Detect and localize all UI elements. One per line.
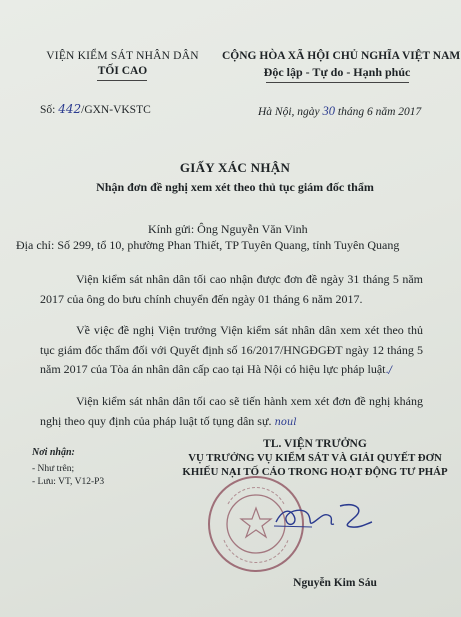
- issuing-org-line1: VIỆN KIỂM SÁT NHÂN DÂN: [46, 50, 199, 62]
- document-title: GIẤY XÁC NHẬN: [179, 160, 291, 175]
- doc-number-prefix: Số:: [40, 104, 59, 116]
- org-underline: [97, 80, 147, 81]
- handwritten-signature: [268, 496, 378, 536]
- date-before: Hà Nội, ngày: [258, 106, 323, 118]
- body-paragraph-2-text: Về việc đề nghị Viện trưởng Viện kiểm sát nhân dân xem xét theo thủ tục giám đốc thẩm đối với Quyết định số 16/2017/HNGĐGĐT ngày 12 tháng 5 năm 2017 của Tòa án nhân dân cấp cao tại Hà Nội có hiệu lực pháp luật: [40, 323, 423, 376]
- recipient: Kính gửi: Ông Nguyễn Văn Vinh: [148, 222, 308, 236]
- motto-underline: [266, 82, 409, 83]
- body-paragraph-3: [40, 392, 423, 432]
- recipients-item: - Lưu: VT, V12-P3: [32, 477, 105, 487]
- signature-title-line2: KHIẾU NẠI TỐ CÁO TRONG HOẠT ĐỘNG TƯ PHÁP: [182, 466, 448, 478]
- body-paragraph-2: [40, 321, 423, 381]
- date-after: tháng 6 năm 2017: [335, 106, 422, 118]
- body-paragraph-3-text: Viện kiểm sát nhân dân tối cao sẽ tiến hành xem xét đơn đề nghị kháng nghị theo quy định của pháp luật tố tụng dân sự.: [40, 394, 423, 428]
- issuing-org-line2: TỐI CAO: [97, 65, 148, 77]
- doc-number-suffix: /GXN-VKSTC: [81, 104, 151, 116]
- body-paragraph-1: Viện kiểm sát nhân dân tối cao nhận được đơn đề ngày 31 tháng 5 năm 2017 của ông do bưu chính chuyển đến ngày 01 tháng 6 năm 2017.: [40, 272, 423, 306]
- signature-authority: TL. VIỆN TRƯỞNG: [263, 438, 367, 450]
- national-motto: Độc lập - Tự do - Hạnh phúc: [263, 65, 411, 79]
- issue-date: [258, 104, 421, 119]
- doc-number-handwritten: 442: [58, 102, 82, 116]
- signature-title-line1: VỤ TRƯỞNG VỤ KIỂM SÁT VÀ GIẢI QUYẾT ĐƠN: [188, 452, 442, 464]
- date-day: 30: [322, 104, 336, 118]
- signer-name: Nguyễn Kim Sáu: [293, 577, 377, 589]
- national-title: CỘNG HÒA XÃ HỘI CHỦ NGHĨA VIỆT NAM: [222, 50, 461, 62]
- recipient-address: Địa chỉ: Số 299, tổ 10, phường Phan Thiết, TP Tuyên Quang, tỉnh Tuyên Quang: [16, 238, 400, 252]
- recipients-item: - Như trên;: [32, 464, 75, 474]
- paragraph-2-handwritten-mark: ./: [385, 365, 393, 376]
- paragraph-3-handwritten-mark: noul: [274, 416, 297, 428]
- document-number: [40, 102, 151, 116]
- document-subtitle: Nhận đơn đề nghị xem xét theo thủ tục giám đốc thẩm: [96, 180, 374, 194]
- recipients-heading: Nơi nhận:: [32, 447, 75, 458]
